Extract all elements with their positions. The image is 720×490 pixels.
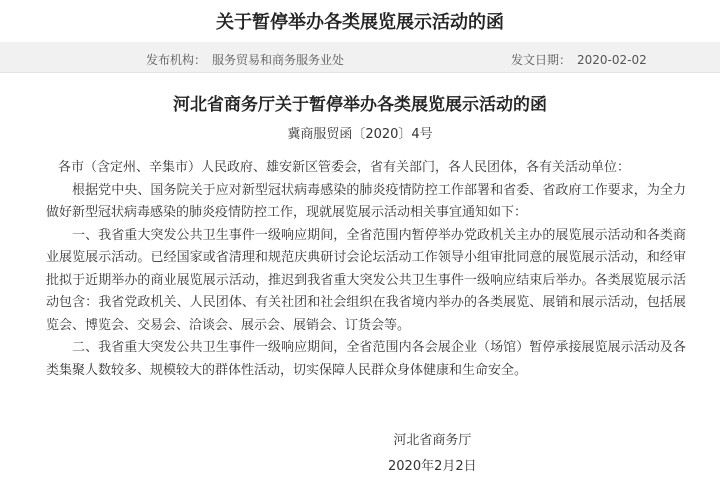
paragraph-item-1: 一、我省重大突发公共卫生事件一级响应期间，全省范围内暂停举办党政机关主办的展览展示活动和各类商业展览展示活动。已经国家或省清理和规范庆典研讨会论坛活动工作领导小组审批同意的展览展示活动，和经审批拟于近期举办的商业展览展示活动，推迟到我省重大突发公共卫生事件一级响应结束后举办。各类展览展示活动包含：我省党政机关、人民团体、有关社团和社会组织在我省境内举办的各类展览、展销和展示活动，包括展览会、博览会、交易会、洽谈会、展示会、展销会、订货会等。	[46, 227, 686, 333]
page-title: 关于暂停举办各类展览展示活动的函	[216, 12, 504, 33]
document-title: 河北省商务厅关于暂停举办各类展览展示活动的函	[173, 95, 547, 115]
signature-org: 河北省商务厅	[393, 433, 472, 448]
paragraph-intro: 根据党中央、国务院关于应对新型冠状病毒感染的肺炎疫情防控工作部署和省委、省政府工作要求，为全力做好新型冠状病毒感染的肺炎疫情防控工作，现就展览展示活动相关事宜通知如下：	[46, 182, 686, 220]
paragraph-item-2: 二、我省重大突发公共卫生事件一级响应期间，全省范围内各会展企业（场馆）暂停承接展览展示活动及各类集聚人数较多、规模较大的群体性活动，切实保障人民群众身体健康和生命安全。	[46, 340, 686, 378]
signature-block	[388, 428, 477, 480]
date-value: 2020-02-02	[577, 53, 647, 67]
metadata-bar	[0, 42, 720, 73]
issuer-label: 发布机构：	[146, 53, 207, 67]
salutation: 各市（含定州、辛集市）人民政府、雄安新区管委会，省有关部门，各人民团体，各有关活动单位：	[58, 160, 631, 175]
document-body	[46, 157, 686, 382]
issuer-info	[146, 51, 344, 68]
date-info	[511, 51, 647, 68]
document-number: 冀商服贸函〔2020〕4号	[287, 127, 433, 142]
signature-date: 2020年2月2日	[388, 459, 477, 474]
date-label: 发文日期：	[511, 53, 572, 67]
issuer-value: 服务贸易和商务服务业处	[212, 53, 345, 67]
